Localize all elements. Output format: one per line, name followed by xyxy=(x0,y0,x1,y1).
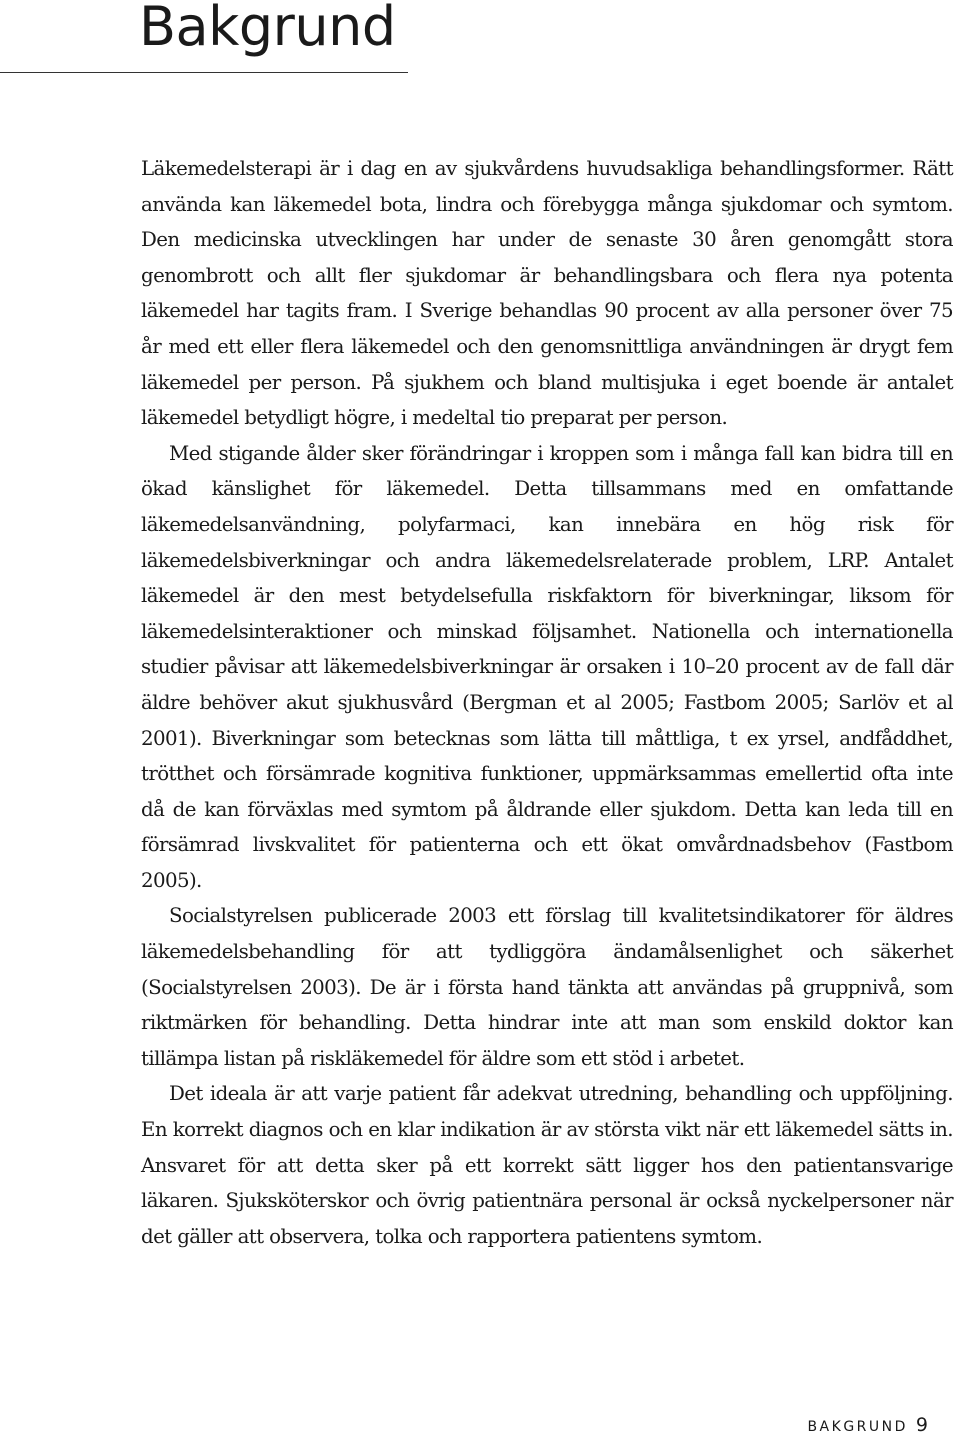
body-paragraph: Socialstyrelsen publicerade 2003 ett förslag till kvalitetsindikatorer för äldres läkemedelsbehandling för att tydliggöra ändamålsenlighet och säkerhet (Socialstyrelsen 2003). De är i första hand tänkta att användas på gruppnivå, som riktmärken för behandling. Detta hindrar inte att man som enskild doktor kan tillämpa listan på riskläkemedel för äldre som ett stöd i arbetet. xyxy=(141,904,953,1070)
page-title: Bakgrund xyxy=(139,0,396,58)
page-number: 9 xyxy=(915,1414,928,1436)
title-divider xyxy=(0,72,408,73)
body-paragraph: Det ideala är att varje patient får adekvat utredning, behandling och uppföljning. En korrekt diagnos och en klar indikation är av största vikt när ett läkemedel sätts in. Ansvaret för att detta sker på ett korrekt sätt ligger hos den patientansvarige läkaren. Sjuksköterskor och övrig patientnära personal är också nyckelpersoner när det gäller att observera, tolka och rapportera patientens symtom. xyxy=(141,1082,953,1248)
body-paragraph: Läkemedelsterapi är i dag en av sjukvårdens huvudsakliga behandlingsformer. Rätt använda kan läkemedel bota, lindra och förebygga många sjukdomar och symtom. Den medicinska utvecklingen har under de senaste 30 åren genomgått stora genombrott och allt fler sjukdomar är behandlingsbara och flera nya potenta läkemedel har tagits fram. I Sverige behandlas 90 procent av alla personer över 75 år med ett eller flera läkemedel och den genomsnittliga användningen är drygt fem läkemedel per person. På sjukhem och bland multisjuka i eget boende är antalet läkemedel betydligt högre, i medeltal tio preparat per person. xyxy=(141,157,953,430)
body-paragraph: Med stigande ålder sker förändringar i kroppen som i många fall kan bidra till en ökad känslighet för läkemedel. Detta tillsammans med en omfattande läkemedelsanvändning, polyfarmaci, kan innebära en hög risk för läkemedelsbiverkningar och andra läkemedelsrelaterade problem, LRP. Antalet läkemedel är den mest betydelsefulla riskfaktorn för biverkningar, liksom för läkemedelsinteraktioner och minskad följsamhet. Nationella och internationella studier påvisar att läkemedelsbiverkningar är orsaken i 10–20 procent av de fall där äldre behöver akut sjukhusvård (Bergman et al 2005; Fastbom 2005; Sarlöv et al 2001). Biverkningar som betecknas som lätta till måttliga, t ex yrsel, andfåddhet, trötthet och försämrade kognitiva funktioner, uppmärksammas emellertid ofta inte då de kan förväxlas med symtom på åldrande eller sjukdom. Detta kan leda till en försämrad livskvalitet för patienterna och ett ökat omvårdnadsbehov (Fastbom 2005). xyxy=(141,441,953,892)
body-text xyxy=(141,151,953,1254)
page-footer xyxy=(807,1414,928,1436)
running-head: BAKGRUND xyxy=(807,1419,908,1435)
